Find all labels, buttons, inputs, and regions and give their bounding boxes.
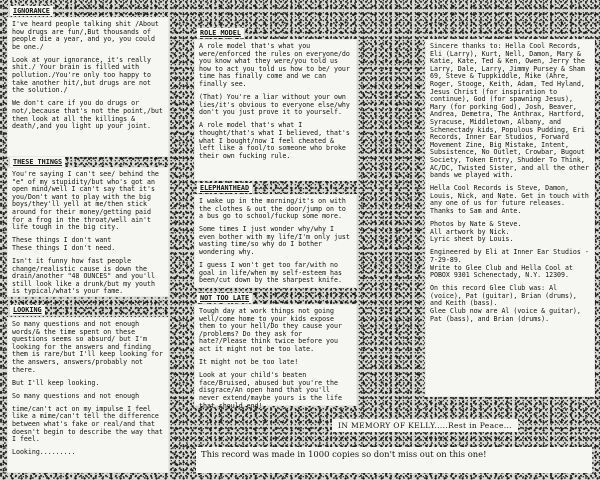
role-model-verse-2: (That) You're a liar without your own lies/it's obvious to everyone else/why don't you just prove it to yourself. (199, 93, 354, 117)
credits-and-thanks (426, 40, 594, 396)
label-info: Hella Cool Records is Steve, Damon, Louis, Nick, and Nate. Get in touch with any one of us for future releases. Thanks to Sam and Ante. (430, 184, 593, 215)
looking-verse-3: So many questions and not enough (12, 391, 140, 400)
not-too-late-verse-1: Tough day at work things not going well/come home to your kids expose them to your hell/Do they cause your /problems? Do they ask for hate?/Please think twice before you act it might not be too late. (199, 307, 346, 353)
these-things-verse-3: Isn't it funny how fast people change/realistic cause is down the drain/another "48 OUNCES" and you'll still look like a drunk/but my youth is typical/what's your fame. (12, 256, 159, 296)
elephanthead-heading: ELEPHANTHEAD (197, 183, 252, 193)
thanks-list: Sincere thanks to: Hella Cool Records, Eli (Larry), Kurt, Nell, Damon, Mary & Katie, Kate, Ted & Ken, Owen, Jerry the Larry, Dale, Larry, Jimmy Pursey & Sham 69, Steve & Tuppkiddle, Mike (Ahre, Roger, Stooge, Keith, Adam, Ted Hyland, Jesus Christ (for inspiration to continue), God (for spawning Jesus), Mary (for porking God), Josh, Beaver, Andrea, Demetra, The Anthrax, Hartford, Syracuse, Middletown, Albany, and Schenectady kids, Populous Pudding, Eri Records, Inner Ear Studios, Forward Movement Zine, Big Mistake, Intent, Subsistence, No Outlet, Crowbar, Bugout Society, Token Entry, Shudder To Think, AC/DC, Twisted Sister, and all the other bands we played with. (430, 42, 593, 180)
these-things-lyrics (8, 168, 168, 296)
role-model-verse-3: A role model that's what I thought/that's what I believed, that's what I bought/now I feel cheated & left like a fool/to someone who broke their own fucking rule. (199, 121, 354, 160)
ignorance-verse-2: Look at your ignorance, it's really shit./ Your brain is filled with pollution./You're only too happy to take another hit/,but drugs are not the solution./ (12, 55, 155, 95)
elephanthead-lyrics (195, 195, 356, 287)
not-too-late-verse-2: It might not be too late! (199, 358, 299, 367)
looking-heading: LOOKING (10, 305, 45, 315)
ignorance-verse-3: We don't care if you do drugs or not/,because that's not the point,/but then look at all the killings & death/,and you light up your joint. (12, 99, 167, 131)
not-too-late-heading: NOT TOO LATE (197, 293, 252, 303)
pressing-note: This record was made in 1000 copies so don't miss out on this one! (196, 447, 592, 473)
photo-art-credits: Photos by Nate & Steve. All artwork by Nick. Lyric sheet by Louis. (430, 220, 522, 244)
ignorance-heading: IGNORANCE (10, 6, 53, 16)
ignorance-verse-1: I've heard people talking shit /About how drugs are fun/,But thousands of people die a year, and yo, you could be one./ (12, 20, 163, 51)
these-things-verse-2: These things I don't want These things I don't need. (12, 236, 116, 252)
elephanthead-verse-1: I wake up in the morning/it's on with the clothes & out the door/jump on to a bus go to school/fuckup some more. (199, 197, 350, 221)
not-too-late-lyrics (195, 305, 356, 410)
looking-verse-1: So many questions and not enough words/& the time spent on these questions seems so absurd/ but I'm looking for the answers and finding them is rare/but I'll keep looking for the answers, answers/probably not there. (12, 320, 167, 374)
elephanthead-verse-3: I guess I won't get too far/with no goal in life/when my self-esteem has been/cut down by the sharpest knife. (199, 261, 346, 285)
engineering-and-address: Engineered by Eli at Inner Ear Studios - 7-29-89. Write to Glee Club and Hella Cool at POBOX 9301 Schenectady, N.Y. 12309. (430, 248, 589, 280)
memorial-dedication: IN MEMORY OF KELLY.....Rest in Peace... (332, 419, 518, 432)
not-too-late-verse-3: Look at your child's beaten face/Bruised, abused but you're the disgrace/An open hand that you'll never extend/maybe yours is the life that should end! (199, 371, 346, 410)
elephanthead-verse-2: Some times I just wonder why/why I even bother with my life/I'm only just wasting time/so why do I bother wondering why. (199, 225, 354, 257)
band-lineup: On this record Glee Club was: Al (voice), Pat (guitar), Brian (drums), and Keith (bass). Glee Club now are Al (voice & guitar), Pat (bass), and Brian (drums). (430, 284, 581, 323)
role-model-heading: ROLE MODEL (197, 28, 244, 38)
looking-verse-5: Looking......... (12, 448, 76, 457)
role-model-lyrics (195, 40, 356, 180)
looking-verse-4: time/can't act on my impulse I feel like a mime/can't tell the difference between what's fake or real/and that doesn't begin to describe the way that I feel. (12, 404, 167, 444)
looking-verse-2: But I'll keep looking. (12, 378, 100, 387)
these-things-heading: THESE THINGS (10, 157, 65, 167)
these-things-verse-1: You're saying I can't see/ behind the "e" of my stupidity/but who's got an open mind/well I can't say that it's you/Don't want to play with the big boys/they'll yell at me/then stick around for their money/getting paid for a frog in the throat/well ain't life tough in the big city. (12, 170, 163, 232)
ignorance-lyrics (8, 18, 168, 156)
role-model-verse-1: A role model that's what you were/enforced the rules on everyone/do you know what they were/you told us how to act you told us how to be/ your time has finally come and we can finally see. (199, 42, 354, 88)
looking-lyrics (8, 318, 168, 472)
